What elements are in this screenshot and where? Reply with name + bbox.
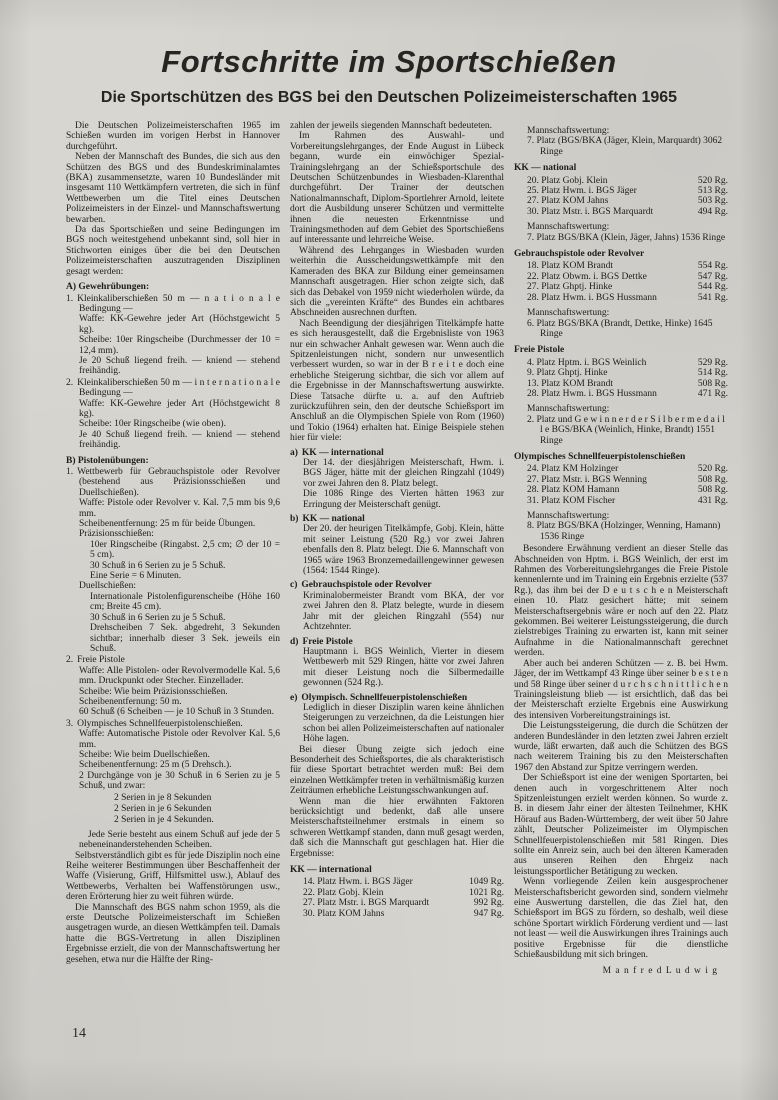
paragraph: Der Schießsport ist eine der wenigen Sportarten, bei denen auch in vorgeschrittenem Alter noch Spitzenleistungen erzielt werden können. So wurde z. B. in diesem Jahr einer der ältesten Teilnehmer, KHK Hörauf aus Baden-Württemberg, der weit über 50 Jahre zählt, Deutscher Polizeimeister im Olympischen Schnellfeuerpistolenschießen mit 581 Ringen. Dies sollte ein Anreiz sein, auch bei den älteren Kameraden aus unseren Reihen den Ehrgeiz nach leistungssportlicher Betätigung zu wecken. xyxy=(514,773,728,877)
list-item xyxy=(66,719,280,729)
list-detail: Duellschießen: xyxy=(79,581,136,592)
item-text: Kleinkaliberschießen 50 m — n a t i o n a l e Bedingung — xyxy=(77,293,280,314)
result-row xyxy=(514,485,728,495)
item-text: KK — international xyxy=(301,447,384,458)
result-value: 1049 Rg. xyxy=(469,877,504,888)
example-heading xyxy=(290,514,504,524)
item-label: 1. xyxy=(66,467,74,477)
list-detail: Internationale Pistolenfigurenscheibe (Höhe 160 cm; Breite 45 cm). xyxy=(90,591,280,613)
paragraph: zahlen der jeweils siegenden Mannschaft bedeuteten. xyxy=(290,121,493,131)
result-label: 30. Platz Mstr. i. BGS Marquardt xyxy=(527,206,654,217)
list-detail: Kriminalobermeister Brandt vom BKA, der vor zwei Jahren den 8. Platz belegte, wurde in diesem Jahr mit der gleichen Ringzahl (554) nur Achtzehnter. xyxy=(303,590,504,633)
result-row xyxy=(514,475,728,485)
result-label: 22. Platz Obwm. i. BGS Dettke xyxy=(527,271,647,282)
item-label: e) xyxy=(290,692,298,703)
result-value: 541 Rg. xyxy=(697,292,728,303)
team-ranking-label: Mannschaftswertung: xyxy=(527,308,610,319)
list-detail: Scheibenentfernung: 50 m. xyxy=(79,696,182,707)
result-row xyxy=(290,877,504,887)
result-label: 13. Platz KOM Brandt xyxy=(527,378,614,389)
result-row xyxy=(514,282,728,292)
team-ranking-label: Mannschaftswertung: xyxy=(527,511,610,521)
result-label: 22. Platz Gobj. Klein xyxy=(303,887,384,898)
list-detail: Waffe: KK-Gewehre jeder Art (Höchstgewicht 5 kg). xyxy=(79,314,280,335)
column-3 xyxy=(514,121,728,1061)
paragraph: Die Mannschaft des BGS nahm schon 1959, als die erste Deutsche Polizeimeisterschaft im Schießen ausgetragen wurde, an diesen Wettkämpfen teil. Damals hatte die BGS-Vertretung in allen Disziplinen Ergebnisse erzielt, die von der Mannschaftswertung her gesehen, etwa nur die Hälfte der Ring- xyxy=(66,902,280,965)
result-label: 4. Platz Hptm. i. BGS Weinlich xyxy=(527,357,647,368)
list-detail: Scheibe: 10er Ringscheibe (Durchmesser der 10 = 12,4 mm). xyxy=(79,335,280,356)
list-detail: Waffe: Automatische Pistole oder Revolver Kal. 5,6 mm. xyxy=(79,729,280,750)
result-label: 27. Platz Ghptj. Hinke xyxy=(527,282,613,293)
list-item xyxy=(66,655,280,665)
list-detail: Präzisionsschießen: xyxy=(79,529,154,540)
team-ranking-label: Mannschaftswertung: xyxy=(527,404,610,415)
list-detail: Scheibenentfernung: 25 m für beide Übungen. xyxy=(79,519,256,530)
results-heading: Gebrauchspistole oder Revolver xyxy=(514,249,645,260)
result-label: 20. Platz Gobj. Klein xyxy=(527,175,608,186)
article-subtitle: Die Sportschützen des BGS bei den Deutschen Polizeimeisterschaften 1965 xyxy=(100,89,678,106)
results-heading: Olympisches Schnellfeuerpistolenschießen xyxy=(514,451,686,462)
list-detail: Scheibe: Wie beim Präzisionsschießen. xyxy=(79,686,228,697)
paragraph: Die Deutschen Polizeimeisterschaften 1965 im Schießen wurden im vorigen Herbst in Hannover durchgeführt. xyxy=(66,121,280,152)
list-detail: Scheibenentfernung: 25 m (5 Drehsch.). xyxy=(79,760,232,771)
result-row xyxy=(514,186,728,196)
result-row xyxy=(514,368,728,378)
item-label: 1. xyxy=(66,293,74,304)
item-text: Olympisches Schnellfeuerpistolenschießen. xyxy=(77,718,243,729)
result-label: 28. Platz Hwm. i. BGS Hussmann xyxy=(527,292,657,303)
team-ranking-line: 2. Platz und G e w i n n e r d e r S i l b e r m e d a i l l e BGS/BKA (Weinlich, Hinke, Brandt) 1551 Ringe xyxy=(527,414,725,446)
author-signature: M a n f r e d L u d w i g xyxy=(602,966,718,977)
item-label: d) xyxy=(290,636,299,647)
list-detail: Eine Serie = 6 Minuten. xyxy=(90,571,182,582)
result-row xyxy=(514,496,728,506)
results-heading: KK — national xyxy=(514,163,577,174)
paragraph: Während des Lehrganges in Wiesbaden wurden weiterhin die Ausscheidungswettkämpfe mit den Kameraden des BKA zur Bildung einer gemeinsamen Mannschaft ausgetragen. Hier schon zeigte sich, daß sich das Debakel von 1959 nicht wiederholen würde, da sich die „vereinten Kräfte“ des Bundes ein achtbares Abschneiden ausrechnen durften. xyxy=(290,245,504,319)
result-label: 27. Platz KOM Jahns xyxy=(527,196,609,207)
result-value: 503 Rg. xyxy=(697,196,728,207)
list-detail: Scheibe: Wie beim Duellschießen. xyxy=(79,749,210,760)
list-detail: Drehscheiben 7 Sek. abgedreht, 3 Sekunden sichtbar; innerhalb dieser 3 Sek. jeweils ein Schuß. xyxy=(90,623,280,654)
list-item xyxy=(66,294,280,315)
article-title: Fortschritte im Sportschießen xyxy=(161,44,617,79)
result-value: 508 Rg. xyxy=(697,474,728,485)
example-heading xyxy=(290,448,504,458)
item-text: Olympisch. Schnellfeuerpistolenschießen xyxy=(301,692,468,703)
series-line: 2 Serien in je 6 Sekunden xyxy=(114,804,212,814)
result-label: 18. Platz KOM Brandt xyxy=(527,261,614,272)
example-heading xyxy=(290,637,504,647)
result-row xyxy=(290,888,504,898)
list-item xyxy=(66,378,280,399)
result-value: 520 Rg. xyxy=(697,175,728,186)
page-number: 14 xyxy=(72,1026,86,1041)
item-label: c) xyxy=(290,580,298,591)
list-detail: Der 14. der diesjährigen Meisterschaft, Hwm. i. BGS Jäger, hätte mit der gleichen Ringzahl (1049) vor zwei Jahren den 8. Platz belegt. xyxy=(303,458,504,489)
result-label: 30. Platz KOM Jahns xyxy=(303,908,385,919)
list-detail: 10er Ringscheibe (Ringabst. 2,5 cm; ∅ der 10 = 5 cm). xyxy=(90,539,280,561)
result-row xyxy=(514,379,728,389)
paragraph: Aber auch bei anderen Schützen — z. B. bei Hwm. Jäger, der im Wettkampf 43 Ringe über seiner b e s t e n und 58 Ringe über seiner d u r c h s c h n i t t l i c h e n Trainingsleistung blieb — ist ersichtlich, daß das bei der Meisterschaft erzielte Ergebnis eine Auswirkung des intensiven Vorbereitungstrainings ist. xyxy=(514,658,728,721)
result-label: 28. Platz KOM Hamann xyxy=(527,485,620,496)
results-heading: KK — international xyxy=(290,865,372,876)
list-detail: Die 1086 Ringe des Vierten hätten 1963 zur Erringung der Meisterschaft genügt. xyxy=(303,489,504,510)
result-value: 1021 Rg. xyxy=(469,887,504,898)
list-detail: Je 20 Schuß liegend freih. — kniend — stehend freihändig. xyxy=(79,355,280,377)
paragraph: Nach Beendigung der diesjährigen Titelkämpfe hatte es sich herausgestellt, daß die Ergebnisliste von 1963 nur ein schwacher Anhalt gewesen war. Wenn auch die Spitzenleistungen nicht, sondern nur unwesentlich verbessert wurden, so war in der B r e i t e doch eine erhebliche Steigerung sichtbar, die sich vor allem auf die Ergebnisse in der Mannschaftswertung auswirkte. Diese Tatsache dürfte u. a. auf den Auftrieb zurückzuführen sein, den der deutsche Schießsport im Anschluß an die Olympischen Spiele von Rom (1960) und Tokio (1964) erhalten hat. Einige Beispiele stehen hier für viele: xyxy=(290,318,504,444)
result-value: 520 Rg. xyxy=(697,464,728,475)
paragraph: Besondere Erwähnung verdient an dieser Stelle das Abschneiden von Hptm. i. BGS Weinlich, der erst im Rahmen des Vorbereitungslehrganges die Freie Pistole kennenlernte und im Training ein Ergebnis erzielte (537 Rg.), das ihm bei der D e u t s c h e n Meisterschaft einen 10. Platz gesichert hätte; mit seinem Meisterschaftsergebnis wäre er noch auf den 22. Platz gekommen. Bei weiterer Leistungssteigerung, die durch zielstrebiges Training zu erwarten ist, kann mit seiner Aufnahme in die Nationalmannschaft gerechnet werden. xyxy=(514,544,728,659)
result-row xyxy=(514,272,728,282)
result-label: 25. Platz Hwm. i. BGS Jäger xyxy=(527,186,637,197)
item-text: Kleinkaliberschießen 50 m — i n t e r n a t i o n a l e Bedingung — xyxy=(77,377,280,399)
team-ranking-line: 6. Platz BGS/BKA (Brandt, Dettke, Hinke) 1645 Ringe xyxy=(527,318,713,339)
item-text: Wettbewerb für Gebrauchspistole oder Revolver (bestehend aus Präzisionsschießen und Duellschießen). xyxy=(77,467,280,498)
item-text: Freie Pistole xyxy=(77,655,125,666)
result-label: 28. Platz Hwm. i. BGS Hussmann xyxy=(527,388,657,399)
result-row xyxy=(514,293,728,303)
column-1 xyxy=(66,121,280,1061)
result-row xyxy=(514,358,728,368)
paragraph: Wenn man die hier erwähnten Faktoren berücksichtigt und bedenkt, daß alle unsere Meisterschaftsteilnehmer erstmals in einem so schweren Wettkampf standen, dann muß gesagt werden, daß sich die Mannschaft gut geschlagen hat. Hier die Ergebnisse: xyxy=(290,796,504,859)
example-heading xyxy=(290,580,504,590)
result-row xyxy=(514,389,728,399)
item-label: b) xyxy=(290,514,299,525)
result-label: 31. Platz KOM Fischer xyxy=(527,495,616,506)
paragraph: Die Leistungssteigerung, die durch die Schützen der anderen Bundesländer in den letzten zwei Jahren erzielt wurde, läßt erwarten, daß auch die Schützen des BGS nach weiterem Training bis zu den Meisterschaften 1967 den Abstand zur Spitze verringern werden. xyxy=(514,721,728,773)
result-value: 508 Rg. xyxy=(697,485,728,496)
result-value: 514 Rg. xyxy=(697,368,728,379)
list-detail: Waffe: Alle Pistolen- oder Revolvermodelle Kal. 5,6 mm. Druckpunkt oder Stecher. Einzellader. xyxy=(79,665,280,687)
item-label: 3. xyxy=(66,718,74,729)
example-heading xyxy=(290,693,504,703)
item-text: Freie Pistole xyxy=(302,636,353,647)
list-detail: Hauptmann i. BGS Weinlich, Vierter in diesem Wettbewerb mit 529 Ringen, hätte vor zwei Jahren mit dieser Leistung noch die Silbermedaille gewonnen (524 Rg.). xyxy=(303,646,504,689)
item-text: Gebrauchspistole oder Revolver xyxy=(301,580,432,591)
list-detail: 60 Schuß (6 Scheiben — je 10 Schuß in 3 Stunden. xyxy=(79,707,274,718)
result-value: 431 Rg. xyxy=(697,495,728,506)
team-ranking-line: 7. Platz BGS/BKA (Klein, Jäger, Jahns) 1536 Ringe xyxy=(527,232,726,243)
section-heading: B) Pistolenübungen: xyxy=(66,455,149,466)
result-value: 544 Rg. xyxy=(697,282,728,293)
paragraph: Jede Serie besteht aus einem Schuß auf jede der 5 nebeneinanderstehenden Scheiben. xyxy=(79,829,280,851)
result-label: 24. Platz KM Holzinger xyxy=(527,464,619,475)
result-label: 27. Platz Mstr. i. BGS Marquardt xyxy=(303,898,430,909)
paragraph: Selbstverständlich gibt es für jede Disziplin noch eine Reihe weiterer Bestimmungen über Beschaffenheit der Waffe (Visierung, Griff, Hilfsmittel usw.), Ablauf des Wettbewerbs, Verhalten bei Waffenstörungen usw., deren Erörterung hier zu weit führen würde. xyxy=(66,850,280,903)
article-body xyxy=(66,121,728,1061)
result-value: 554 Rg. xyxy=(697,261,728,272)
result-row xyxy=(514,196,728,206)
paragraph: Wenn vorliegende Zeilen kein ausgesprochener Meisterschaftsbericht geworden sind, sondern vielmehr eine Auswertung darstellen, die das Ziel hat, den Schießsport im BGS zu fördern, so deshalb, weil diese schöne Sportart wirklich Förderung verdient und — last not least — weil die Auswirkungen ihres Trainings auch positive Ergebnisse für die dienstliche Schießausbildung mit sich bringen. xyxy=(514,877,728,961)
team-ranking-label: Mannschaftswertung: xyxy=(527,126,610,136)
item-text: KK — national xyxy=(302,514,365,525)
result-label: 9. Platz Ghptj. Hinke xyxy=(527,368,608,379)
item-label: a) xyxy=(290,447,298,458)
result-value: 494 Rg. xyxy=(697,206,728,217)
paragraph: Bei dieser Übung zeigte sich jedoch eine Besonderheit des Schießsportes, die als charakteristisch für diese Sportart betrachtet werden muß: Bei dem einzelnen Wettkämpfer treten in verhältnismäßig kurzen Zeiträumen erhebliche Leistungsschwankungen auf. xyxy=(290,744,504,797)
item-label: 2. xyxy=(66,655,74,666)
paragraph: Im Rahmen des Auswahl- und Vorbereitungslehrganges, der Ende August in Lübeck begann, wurde ein einwöchiger Spezial-Trainingslehrgang an der Schießsportschule des Deutschen Schützenbundes in Wiesbaden-Klarenthal durchgeführt. Der Trainer der deutschen Nationalmannschaft, Diplom-Sportlehrer Arnold, leitete dort die Ausbildung unserer Schützen und vermittelte ihnen die neuesten Erkenntnisse und Trainingsmethoden auf dem Gebiet des Sportschießens auf interessante und lehrreiche Weise. xyxy=(290,131,504,246)
list-detail: Je 40 Schuß liegend freih. — kniend — stehend freihändig. xyxy=(79,429,280,451)
result-value: 508 Rg. xyxy=(697,378,728,389)
list-detail: Der 20. der heurigen Titelkämpfe, Gobj. Klein, hätte mit seiner Leistung (520 Rg.) vor zwei Jahren ebenfalls den 8. Platz belegt. Die 6. Mannschaft von 1965 wäre 1963 Bronzemedaillengewinner gewesen (1564: 1544 Ringe). xyxy=(303,524,504,577)
result-label: 27. Platz Mstr. i. BGS Wenning xyxy=(527,474,647,485)
result-value: 547 Rg. xyxy=(697,271,728,282)
list-detail: Waffe: KK-Gewehre jeder Art (Höchstgewicht 8 kg). xyxy=(79,398,280,419)
column-2 xyxy=(290,121,504,1061)
list-detail: Scheibe: 10er Ringscheibe (wie oben). xyxy=(79,419,226,430)
list-detail: 30 Schuß in 6 Serien zu je 5 Schuß. xyxy=(90,560,226,571)
section-heading: A) Gewehrübungen: xyxy=(66,282,150,293)
article-header xyxy=(0,0,778,107)
result-value: 992 Rg. xyxy=(473,898,504,909)
list-detail: Waffe: Pistole oder Revolver v. Kal. 7,5 mm bis 9,6 mm. xyxy=(79,498,280,519)
result-value: 471 Rg. xyxy=(697,388,728,399)
result-row xyxy=(290,909,504,919)
result-row xyxy=(514,207,728,217)
result-label: 14. Platz Hwm. i. BGS Jäger xyxy=(303,877,413,888)
result-value: 513 Rg. xyxy=(697,186,728,197)
list-detail: 2 Durchgänge von je 30 Schuß in 6 Serien zu je 5 Schuß, und zwar: xyxy=(79,770,280,792)
results-heading: Freie Pistole xyxy=(514,345,565,356)
team-ranking-line: 8. Platz BGS/BKA (Holzinger, Wenning, Hamann) 1536 Ringe xyxy=(527,521,721,542)
list-item xyxy=(66,467,280,498)
series-line: 2 Serien in je 8 Sekunden xyxy=(114,792,212,803)
result-row xyxy=(514,261,728,271)
list-detail: Lediglich in dieser Disziplin waren keine ähnlichen Steigerungen zu verzeichnen, da die Leistungen hier schon bei allen Polizeimeisterschaften auf nationaler Höhe lagen. xyxy=(303,702,504,745)
list-detail: 30 Schuß in 6 Serien zu je 5 Schuß. xyxy=(90,612,226,623)
item-label: 2. xyxy=(66,377,74,388)
series-line: 2 Serien in je 4 Sekunden. xyxy=(114,815,214,826)
result-row xyxy=(290,898,504,908)
result-value: 529 Rg. xyxy=(697,357,728,368)
paragraph: Da das Sportschießen und seine Bedingungen im BGS noch weitestgehend unbekannt sind, soll hier in Stichworten einiges über die bei den Deutschen Polizeimeisterschaften auszutragenden Disziplinen gesagt werden: xyxy=(66,225,280,277)
result-row xyxy=(514,176,728,186)
result-row xyxy=(514,464,728,474)
team-ranking-line: 7. Platz (BGS/BKA (Jäger, Klein, Marquardt) 3062 Ringe xyxy=(527,136,723,157)
result-value: 947 Rg. xyxy=(473,908,504,919)
team-ranking-label: Mannschaftswertung: xyxy=(527,222,610,233)
paragraph: Neben der Mannschaft des Bundes, die sich aus den Schützen des BGS und des Bundeskriminalamtes (BKA) zusammensetzte, waren 10 Bundesländer mit insgesamt 110 Wettkämpfern vertreten, die sich in fünf Wettbewerben um die Titel eines Deutschen Polizeimeisters in der Einzel- und Mannschaftswertung bewarben. xyxy=(66,152,280,225)
